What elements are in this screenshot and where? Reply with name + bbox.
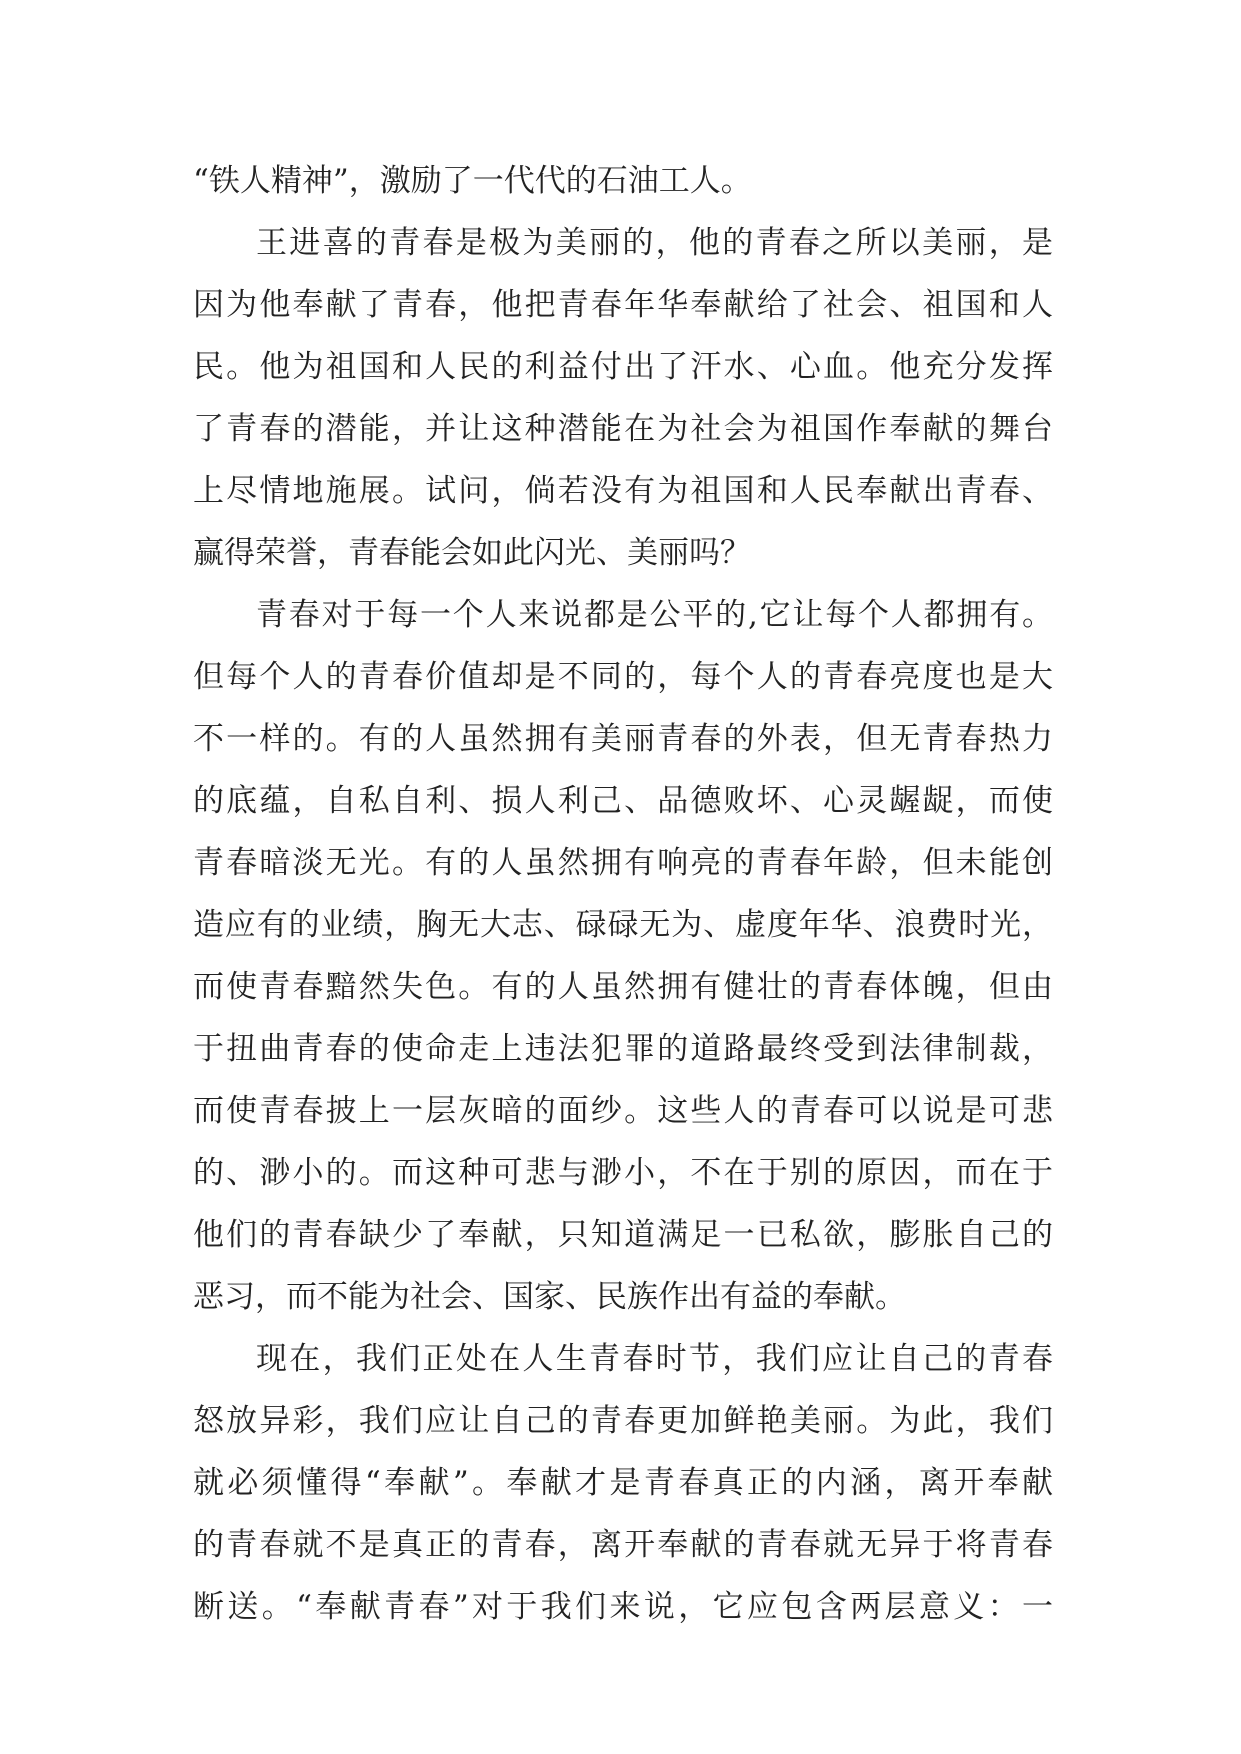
text-line: 的底蕴，自私自利、损人利己、品德败坏、心灵龌龊，而使	[193, 783, 1053, 819]
text-line: 民。他为祖国和人民的利益付出了汗水、心血。他充分发挥	[193, 349, 1053, 385]
text-line: 王进喜的青春是极为美丽的，他的青春之所以美丽，是	[256, 225, 1053, 261]
text-line: 但每个人的青春价值却是不同的，每个人的青春亮度也是大	[193, 659, 1053, 695]
text-line: 恶习，而不能为社会、国家、民族作出有益的奉献。	[193, 1279, 906, 1315]
document-body	[193, 150, 1053, 1638]
text-line: 现在，我们正处在人生青春时节，我们应让自己的青春	[256, 1341, 1053, 1377]
text-line: 于扭曲青春的使命走上违法犯罪的道路最终受到法律制裁，	[193, 1031, 1053, 1067]
text-line: 而使青春披上一层灰暗的面纱。这些人的青春可以说是可悲	[193, 1093, 1053, 1129]
text-line: 上尽情地施展。试问，倘若没有为祖国和人民奉献出青春、	[193, 473, 1053, 509]
text-line: 青春对于每一个人来说都是公平的,它让每个人都拥有。	[256, 597, 1053, 633]
text-line: 造应有的业绩，胸无大志、碌碌无为、虚度年华、浪费时光，	[193, 907, 1053, 943]
text-line: 青春暗淡无光。有的人虽然拥有响亮的青春年龄，但未能创	[193, 845, 1053, 881]
text-line: 他们的青春缺少了奉献，只知道满足一已私欲，膨胀自己的	[193, 1217, 1053, 1253]
text-line: 不一样的。有的人虽然拥有美丽青春的外表，但无青春热力	[193, 721, 1053, 757]
text-line: 了青春的潜能，并让这种潜能在为社会为祖国作奉献的舞台	[193, 411, 1053, 447]
text-line: 的青春就不是真正的青春，离开奉献的青春就无异于将青春	[193, 1527, 1053, 1563]
text-line: 断送。“奉献青春”对于我们来说，它应包含两层意义：一	[193, 1589, 1053, 1625]
text-line: “铁人精神”，激励了一代代的石油工人。	[193, 163, 752, 199]
text-line: 因为他奉献了青春，他把青春年华奉献给了社会、祖国和人	[193, 287, 1053, 323]
text-line: 怒放异彩，我们应让自己的青春更加鲜艳美丽。为此，我们	[193, 1403, 1053, 1439]
text-line: 就必须懂得“奉献”。奉献才是青春真正的内涵，离开奉献	[193, 1465, 1053, 1501]
text-line: 赢得荣誉，青春能会如此闪光、美丽吗？	[193, 535, 751, 571]
text-line: 而使青春黯然失色。有的人虽然拥有健壮的青春体魄，但由	[193, 969, 1053, 1005]
text-line: 的、渺小的。而这种可悲与渺小，不在于别的原因，而在于	[193, 1155, 1053, 1191]
